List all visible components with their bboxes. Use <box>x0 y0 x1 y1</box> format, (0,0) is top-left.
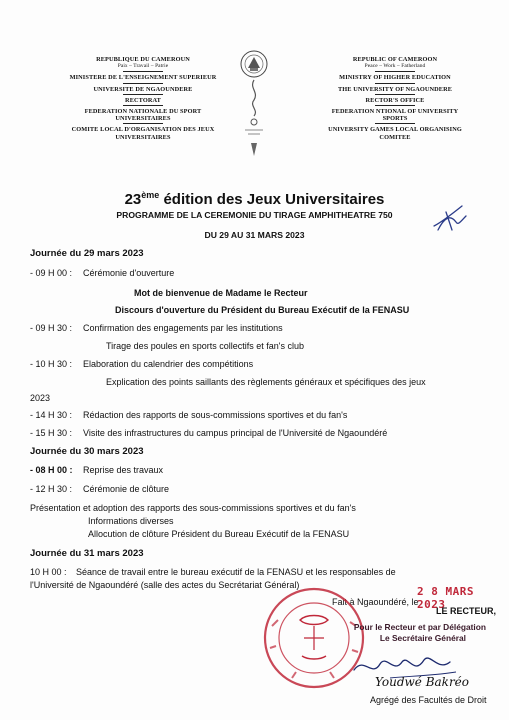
republic-en: REPUBLIC OF CAMEROON <box>352 56 438 63</box>
day2-paragraph1: Présentation et adoption des rapports des sous-commissions sportives et du fan's <box>30 503 356 513</box>
separator <box>123 83 163 84</box>
motto-fr: Paix – Travail – Patrie <box>117 63 169 70</box>
committee-fr-1: COMITE LOCAL D'ORGANISATION DES JEUX <box>71 126 215 134</box>
day1-item4-text: Rédaction des rapports de sous-commissions sportives et du fan's <box>83 410 348 420</box>
day2-item1-time: - 08 H 00 : <box>30 465 73 475</box>
day2-item2-time: - 12 H 30 : <box>30 484 73 494</box>
day3-item1-time: 10 H 00 : <box>30 567 67 577</box>
title-superscript: ème <box>141 190 160 200</box>
federation-en-1: FEDERATION NTIONAL OF UNIVERSITY <box>331 108 459 116</box>
day2-paragraph2: Informations diverses <box>88 516 174 526</box>
day1-item5-text: Visite des infrastructures du campus principal de l'Université de Ngaoundéré <box>83 428 388 438</box>
day1-item1-text: Cérémonie d'ouverture <box>83 268 175 278</box>
day1-item3-text: Elaboration du calendrier des compétitions <box>83 359 254 369</box>
ministry-fr: MINISTERE DE L'ENSEIGNEMENT SUPERIEUR <box>69 74 217 82</box>
delegation-line-1: Pour le Recteur et par Délégation <box>353 622 486 632</box>
day1-heading: Journée du 29 mars 2023 <box>30 248 144 259</box>
signatory-name: Youdwé Bakréo <box>375 675 470 689</box>
day2-item1-text: Reprise des travaux <box>83 465 164 475</box>
federation-fr-1: FEDERATION NATIONALE DU SPORT <box>84 108 202 116</box>
day1-item1-sub1: Mot de bienvenue de Madame le Recteur <box>134 288 308 298</box>
separator <box>123 105 163 106</box>
place-date-line: Fait à Ngaoundéré, le <box>332 597 419 607</box>
separator <box>375 71 415 72</box>
separator <box>375 83 415 84</box>
federation-fr-2: UNIVERSITAIRES <box>115 115 171 123</box>
separator <box>123 123 163 124</box>
day1-item1-sub2: Discours d'ouverture du Président du Bureau Exécutif de la FENASU <box>115 305 410 315</box>
committee-en-2: COMITEE <box>379 133 411 141</box>
day2-item2-text: Cérémonie de clôture <box>83 484 170 494</box>
committee-fr-2: UNIVERSITAIRES <box>115 133 171 141</box>
day3-heading: Journée du 31 mars 2023 <box>30 548 144 559</box>
day3-item1-cont: l'Université de Ngaoundéré (salle des actes du Secrétariat Général) <box>30 580 300 590</box>
signatory-title: Agrégé des Facultés de Droit <box>370 695 487 705</box>
day1-item4-time: - 14 H 30 : <box>30 410 73 420</box>
day1-item2-text: Confirmation des engagements par les institutions <box>83 323 283 333</box>
university-fr: UNIVERSITE DE NGAOUNDERE <box>93 85 193 93</box>
delegation-line-2: Le Secrétaire Général <box>379 633 466 643</box>
day3-item1-text: Séance de travail entre le bureau exécutif de la FENASU et les responsables de <box>76 567 396 577</box>
committee-en-1: UNIVERSITY GAMES LOCAL ORGANISING <box>328 126 462 134</box>
day1-item2-sub1: Tirage des poules en sports collectifs et fan's club <box>106 341 304 351</box>
day1-item3-sub1-cont: 2023 <box>30 393 51 403</box>
separator <box>375 105 415 106</box>
day1-item3-sub1: Explication des points saillants des règlements généraux et spécifiques des jeux <box>106 377 426 387</box>
date-stamp: 2 8 MARS 2023 <box>417 585 474 611</box>
office-en: RECTOR'S OFFICE <box>365 96 425 104</box>
separator <box>123 71 163 72</box>
title-text: édition des Jeux Universitaires <box>159 191 385 208</box>
title-number: 23 <box>124 191 142 208</box>
day1-item1-time: - 09 H 00 : <box>30 268 73 278</box>
day1-item3-time: - 10 H 30 : <box>30 359 73 369</box>
document-dates: DU 29 AU 31 MARS 2023 <box>204 230 305 240</box>
day2-paragraph3: Allocution de clôture Président du Bureau Exécutif de la FENASU <box>88 529 350 539</box>
signature-block <box>338 606 508 643</box>
day1-item2-time: - 09 H 30 : <box>30 323 73 333</box>
signatory-role: LE RECTEUR, <box>435 606 496 616</box>
header-left-french <box>48 56 238 141</box>
motto-en: Peace – Work – Fatherland <box>364 63 426 70</box>
separator <box>123 94 163 95</box>
federation-en-2: SPORTS <box>382 115 408 123</box>
republic-fr: REPUBLIQUE DU CAMEROUN <box>96 56 190 63</box>
day1-item5-time: - 15 H 30 : <box>30 428 73 438</box>
initials-scribble-icon <box>432 200 468 234</box>
university-en: THE UNIVERSITY OF NGAOUNDERE <box>337 85 453 93</box>
header-right-english <box>300 56 490 141</box>
day2-heading: Journée du 30 mars 2023 <box>30 446 144 457</box>
university-emblem-icon <box>231 48 277 160</box>
ministry-en: MINISTRY OF HIGHER EDUCATION <box>339 74 451 82</box>
separator <box>375 94 415 95</box>
document-subtitle: PROGRAMME DE LA CEREMONIE DU TIRAGE AMPHITHEATRE 750 <box>116 210 393 220</box>
office-fr: RECTORAT <box>125 96 161 104</box>
separator <box>375 123 415 124</box>
